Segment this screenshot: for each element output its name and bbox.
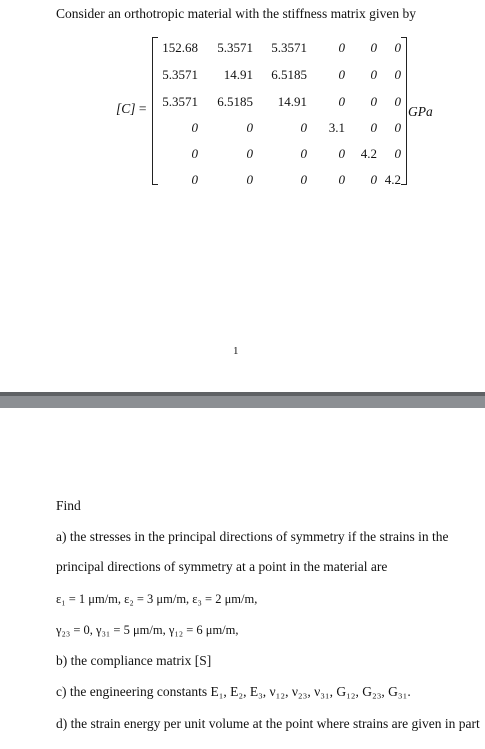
matrix-cell: 5.3571 <box>217 40 253 55</box>
matrix-cell: 14.91 <box>223 67 253 82</box>
matrix-cell: 14.91 <box>277 94 307 109</box>
matrix-cell: 0 <box>370 94 377 109</box>
matrix-label <box>116 101 147 117</box>
part-a-line-2: principal directions of symmetry at a point in the material are <box>56 559 388 574</box>
matrix-cell: 0 <box>246 172 253 187</box>
matrix-cell: 0 <box>338 146 345 161</box>
matrix-cell: 4.2 <box>360 146 377 161</box>
matrix-cell: 0 <box>246 146 253 161</box>
matrix-cell: 0 <box>370 120 377 135</box>
matrix-cell: 152.68 <box>162 40 198 55</box>
matrix-cell: 0 <box>370 172 377 187</box>
matrix-cell: 0 <box>246 120 253 135</box>
matrix-cell: 5.3571 <box>271 40 307 55</box>
matrix-cell: 6.5185 <box>217 94 253 109</box>
matrix-cell: 0 <box>191 146 198 161</box>
matrix-cell: 0 <box>370 40 377 55</box>
part-c: c) the engineering constants E₁, E₂, E₃, ν₁₂, ν₂₃, ν₃₁, G₁₂, G₂₃, G₃₁. <box>56 684 411 699</box>
matrix-cell: 0 <box>300 146 307 161</box>
matrix-cell: 0 <box>300 172 307 187</box>
part-d: d) the strain energy per unit volume at the point where strains are given in part <box>56 716 480 731</box>
matrix-cell: 4.2 <box>384 172 401 187</box>
matrix-cell: 0 <box>191 120 198 135</box>
matrix-right-bracket <box>401 37 407 185</box>
matrix-cell: 0 <box>338 172 345 187</box>
matrix-cell: 0 <box>338 67 345 82</box>
page-2 <box>0 408 485 749</box>
matrix-cell: 0 <box>338 40 345 55</box>
normal-strains: ε₁ = 1 μm/m, ε₂ = 3 μm/m, ε₃ = 2 μm/m, <box>56 592 258 606</box>
shear-strains: γ₂₃ = 0, γ₃₁ = 5 μm/m, γ₁₂ = 6 μm/m, <box>56 623 239 637</box>
find-heading: Find <box>56 498 81 513</box>
matrix-cell: 0 <box>394 146 401 161</box>
matrix-cell: 0 <box>338 94 345 109</box>
matrix-cell: 0 <box>394 40 401 55</box>
equals-sign: = <box>138 101 147 116</box>
part-b: b) the compliance matrix [S] <box>56 653 212 668</box>
page-number: 1 <box>233 345 239 357</box>
matrix-cell: 0 <box>300 120 307 135</box>
problem-intro: Consider an orthotropic material with the stiffness matrix given by <box>56 6 417 21</box>
units-label: GPa <box>408 104 433 119</box>
part-a-line-1: a) the stresses in the principal directions of symmetry if the strains in the <box>56 529 449 544</box>
matrix-symbol: [C] <box>116 101 136 116</box>
page-separator <box>0 392 485 408</box>
matrix-cell: 0 <box>370 67 377 82</box>
matrix-cell: 5.3571 <box>162 67 198 82</box>
matrix-cell: 5.3571 <box>162 94 198 109</box>
matrix-cell: 6.5185 <box>271 67 307 82</box>
matrix-cell: 0 <box>191 172 198 187</box>
matrix-cell: 0 <box>394 67 401 82</box>
matrix-cell: 3.1 <box>328 120 345 135</box>
matrix-left-bracket <box>152 37 158 185</box>
matrix-cell: 0 <box>394 120 401 135</box>
matrix-cell: 0 <box>394 94 401 109</box>
